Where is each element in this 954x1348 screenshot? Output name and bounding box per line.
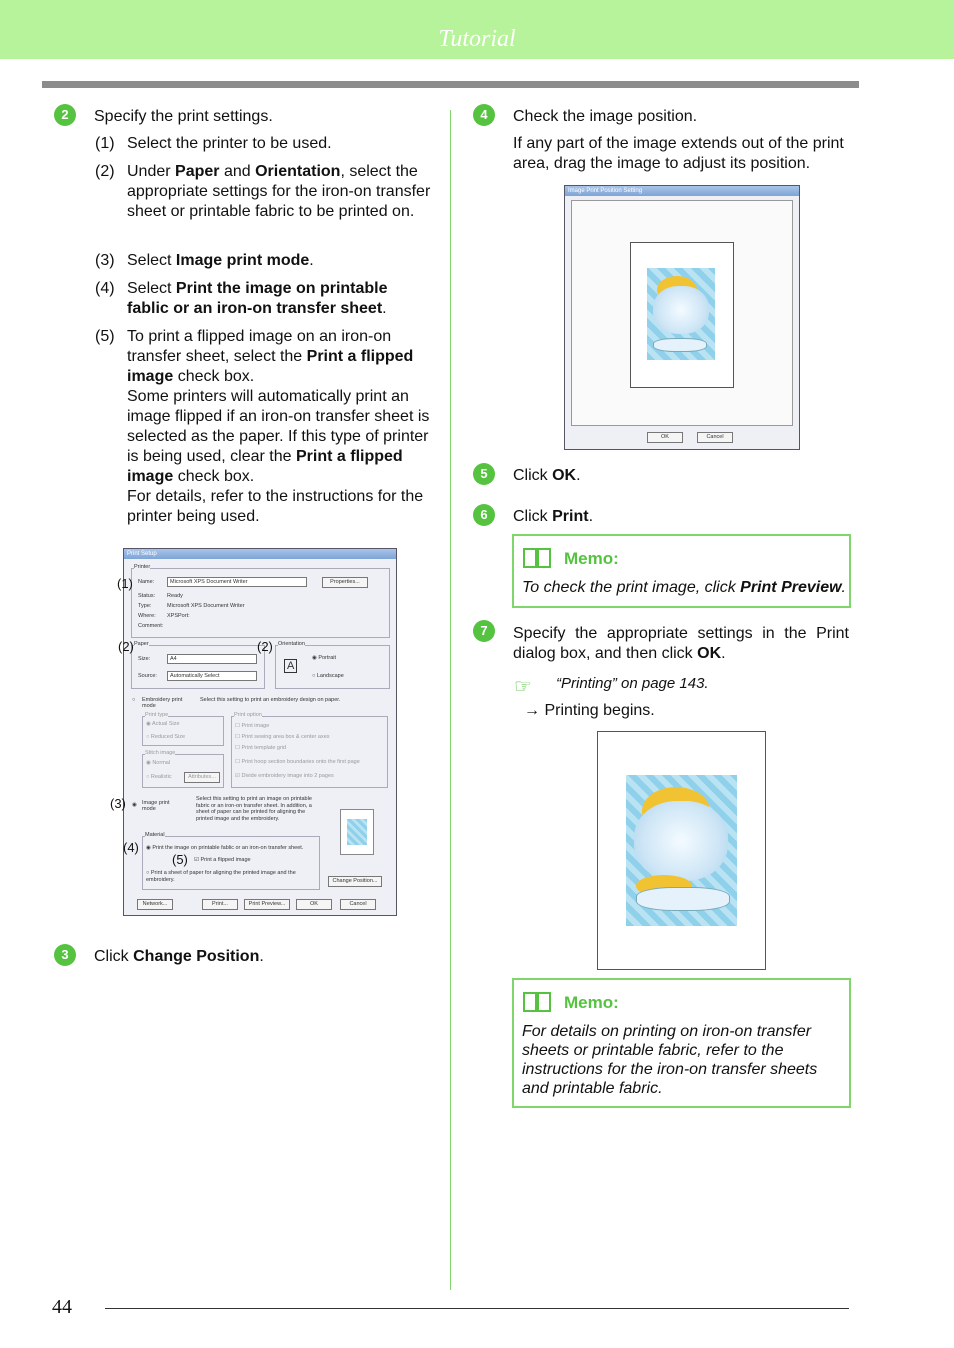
orientation-a-icon: A	[284, 659, 297, 673]
reduced-size-radio[interactable]: ○ Reduced Size	[146, 734, 186, 740]
normal-radio[interactable]: ◉ Normal	[146, 760, 171, 766]
realistic-radio[interactable]: ○ Realistic	[146, 774, 172, 780]
header-rule	[42, 81, 859, 88]
memo-title: Memo:	[564, 549, 619, 568]
step-number: 4	[473, 104, 495, 126]
option-checkbox[interactable]: ☐ Print image	[235, 723, 270, 729]
actual-size-radio[interactable]: ◉ Actual Size	[146, 721, 180, 727]
where-label: Where:	[138, 613, 156, 619]
print-result-page	[597, 731, 766, 970]
memo-title: Memo:	[564, 993, 619, 1012]
network-button[interactable]: Network...	[137, 899, 173, 910]
cancel-button[interactable]: Cancel	[697, 432, 733, 443]
portrait-radio[interactable]: ◉ Portrait	[312, 655, 337, 661]
flipped-checkbox[interactable]: ☑ Print a flipped image	[194, 857, 251, 863]
embroidery-mode-desc: Select this setting to print an embroidery design on paper.	[200, 697, 341, 703]
step-number: 2	[54, 104, 76, 126]
callout-label: (5)	[172, 852, 188, 867]
printer-name-select[interactable]: Microsoft XPS Document Writer	[167, 577, 307, 587]
image-mode-label: Image print mode	[142, 800, 170, 812]
material-label: Material	[145, 832, 165, 838]
ok-button[interactable]: OK	[296, 899, 332, 910]
result-text: → Printing begins.	[524, 702, 655, 719]
substep-text: Select Print the image on printable fablic or an iron-on transfer sheet.	[127, 280, 388, 317]
step-text: Click OK.	[513, 467, 581, 484]
source-label: Source:	[138, 673, 157, 679]
step-text: Specify the print settings.	[94, 108, 273, 125]
callout-label: (2)	[257, 639, 273, 654]
callout-label: (1)	[117, 576, 133, 591]
option-checkbox[interactable]: ☐ Print sewing area box & center axes	[235, 734, 330, 740]
landscape-radio[interactable]: ○ Landscape	[312, 673, 344, 679]
option-checkbox[interactable]: ☐ Print hoop section boundaries onto the first page	[235, 759, 360, 765]
preview-thumbnail	[340, 809, 374, 855]
substep-number: (4)	[95, 280, 115, 297]
step-number: 7	[473, 620, 495, 642]
type-value: Microsoft XPS Document Writer	[167, 603, 245, 609]
size-select[interactable]: A4	[167, 654, 257, 664]
printer-group-label: Printer	[134, 564, 151, 570]
print-option-label: Print option	[234, 712, 262, 718]
size-label: Size:	[138, 656, 151, 662]
callout-label: (3)	[110, 796, 126, 811]
source-select[interactable]: Automatically Select	[167, 671, 257, 681]
dialog-title: Image Print Position Setting	[565, 186, 799, 196]
step-text: Click Change Position.	[94, 948, 264, 965]
properties-button[interactable]: Properties...	[322, 577, 368, 588]
material-fabric-radio[interactable]: ◉ Print the image on printable fablic or an iron-on transfer sheet.	[146, 845, 304, 851]
status-label: Status:	[138, 593, 156, 599]
cancel-button[interactable]: Cancel	[340, 899, 376, 910]
image-mode-radio[interactable]: ◉	[132, 802, 137, 808]
ok-button[interactable]: OK	[647, 432, 683, 443]
page-reference-link[interactable]: “Printing” on page 143.	[556, 675, 709, 692]
substep-number: (5)	[95, 328, 115, 345]
comment-label: Comment:	[138, 623, 164, 629]
header-title: Tutorial	[438, 26, 516, 52]
option-checkbox[interactable]: ☑ Divide embroidery image into 2 pages	[235, 773, 334, 779]
status-value: Ready	[167, 593, 183, 599]
print-button[interactable]: Print...	[202, 899, 238, 910]
step-text: Check the image position.	[513, 108, 698, 125]
memo-text: To check the print image, click Print Preview.	[522, 579, 846, 596]
orientation-group-label: Orientation	[278, 641, 305, 647]
substep-text: Select Image print mode.	[127, 252, 314, 269]
step-number: 5	[473, 463, 495, 485]
name-label: Name:	[138, 579, 155, 585]
substep-text: To print a flipped image on an iron-on transfer sheet, select the Print a flipped image check box. Some printers will automatically print an image flipped if an iron-on transfer sheet is selected as the paper. If this type of printer is being used, clear the Print a flipped image check box. For details, refer to the instructions for the printer being used.	[127, 328, 430, 525]
substep-number: (3)	[95, 252, 115, 269]
callout-label: (4)	[123, 840, 139, 855]
substep-text: Under Paper and Orientation, select the appropriate settings for the iron-on transfer sheet or printable fabric to be printed on.	[127, 163, 431, 220]
type-label: Type:	[138, 603, 152, 609]
memo-box	[512, 978, 851, 1108]
step-number: 3	[54, 944, 76, 966]
image-mode-desc: Select this setting to print an image on printable fabric or an iron-on transfer sheet. In addition, a sheet of paper can be printed for aligning the printed image and the embroidery.	[196, 796, 312, 822]
attributes-button[interactable]: Attributes...	[184, 772, 220, 783]
image-position-screenshot	[564, 185, 800, 450]
draggable-image[interactable]	[647, 268, 715, 360]
step-subtext: If any part of the image extends out of the print area, drag the image to adjust its position.	[513, 135, 844, 172]
substep-number: (2)	[95, 163, 115, 180]
material-paper-radio[interactable]: ○ Print a sheet of paper for aligning the printed image and the embroidery.	[146, 870, 296, 883]
book-icon	[522, 546, 552, 570]
stitch-image-label: Stitch image	[145, 750, 176, 756]
book-icon	[522, 990, 552, 1014]
print-type-label: Print type	[145, 712, 169, 718]
step-text: Click Print.	[513, 508, 594, 525]
memo-text: For details on printing on iron-on transfer sheets or printable fabric, refer to the instructions for the iron-on transfer sheets and printable fabric.	[522, 1023, 818, 1097]
reference-pointer-icon: ☞	[514, 676, 532, 698]
print-setup-screenshot	[123, 548, 397, 916]
dialog-title: Print Setup	[124, 549, 396, 559]
paper-group-label: Paper	[134, 641, 149, 647]
embroidery-mode-label: Embroidery print mode	[142, 697, 183, 709]
where-value: XPSPort:	[167, 613, 190, 619]
substep-number: (1)	[95, 135, 115, 152]
column-divider	[450, 110, 451, 1290]
step-text: Specify the appropriate settings in the Print dialog box, and then click OK.	[513, 625, 849, 662]
page-header	[0, 0, 954, 59]
callout-label: (2)	[118, 639, 134, 654]
step-number: 6	[473, 504, 495, 526]
printed-image	[626, 775, 737, 926]
option-checkbox[interactable]: ☐ Print template grid	[235, 745, 287, 751]
page-number: 44	[52, 1296, 72, 1318]
substep-text: Select the printer to be used.	[127, 135, 332, 152]
print-preview-button[interactable]: Print Preview...	[244, 899, 290, 910]
footer-rule	[105, 1308, 849, 1309]
embroidery-mode-radio[interactable]: ○	[132, 697, 136, 703]
change-position-button[interactable]: Change Position...	[328, 876, 382, 887]
memo-box	[512, 534, 851, 608]
paper-group	[131, 645, 265, 689]
